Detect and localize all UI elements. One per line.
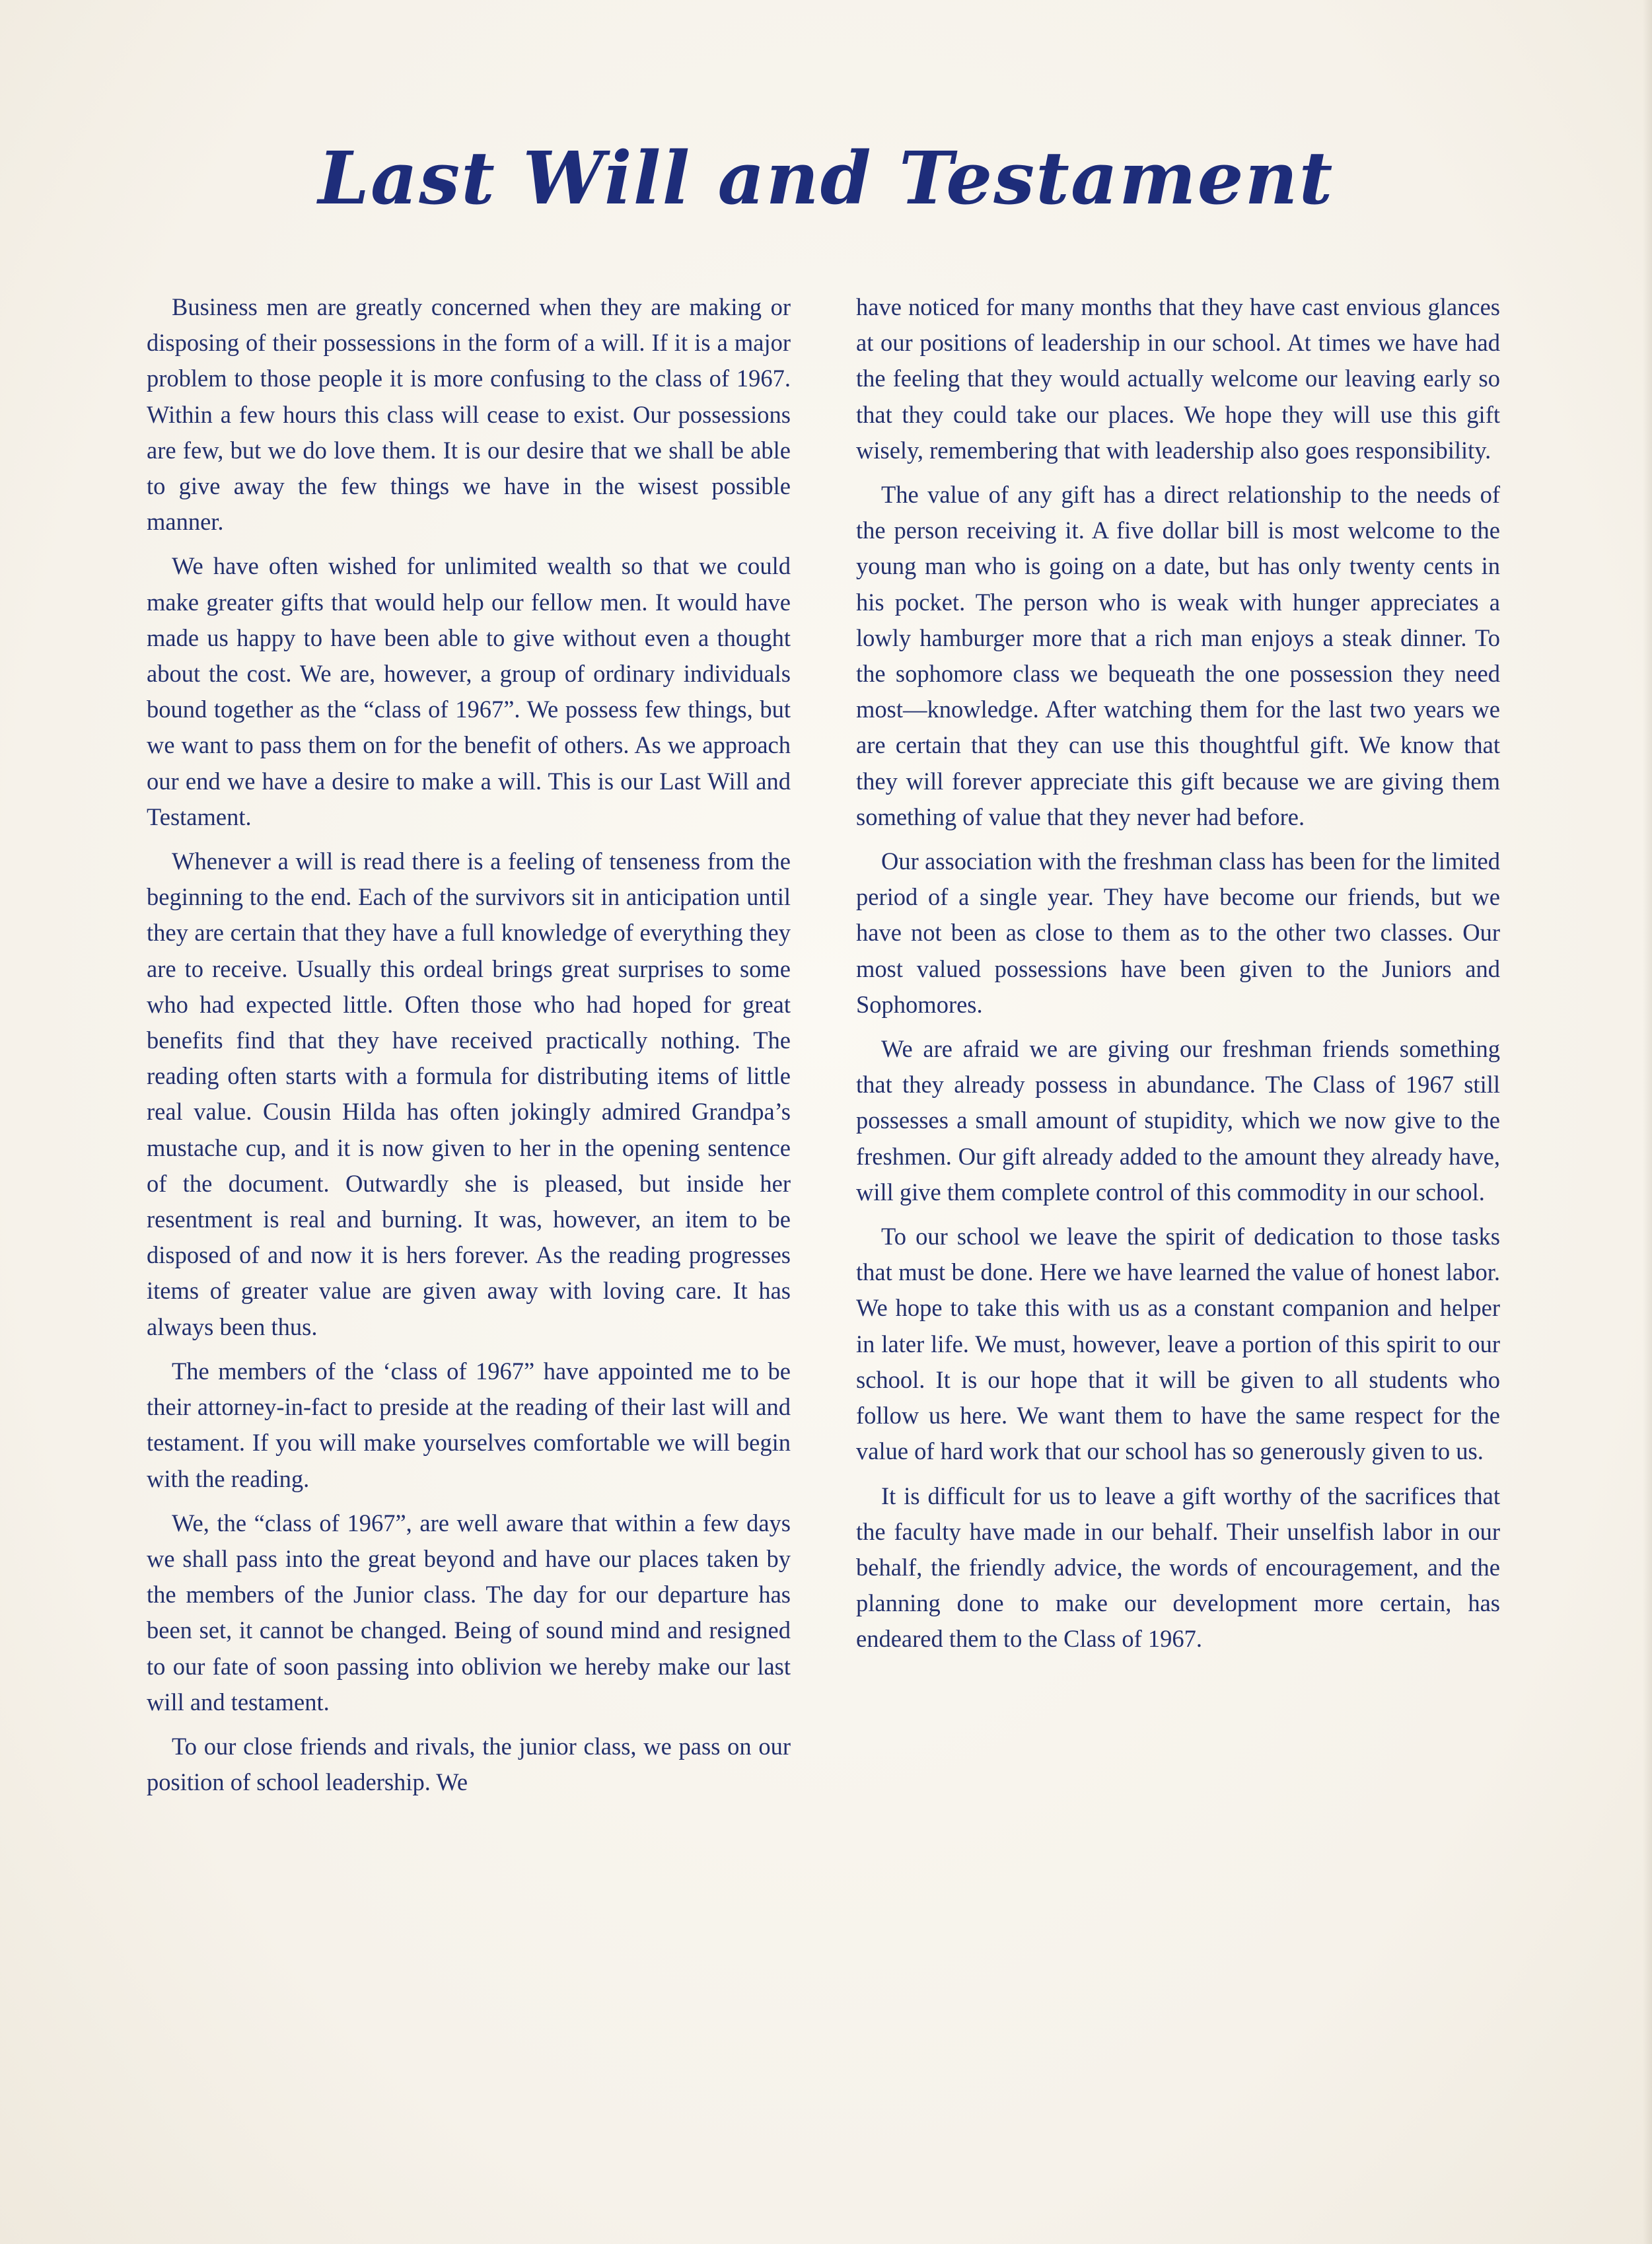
right-column (856, 289, 1500, 1666)
paragraph: We, the “class of 1967”, are well aware that within a few days we shall pass into the great beyond and have our places taken by the members of the Junior class. The day for our departure has been set, it cannot be changed. Being of sound mind and resigned to our fate of soon passing into oblivion we hereby make our last will and testament. (147, 1509, 791, 1716)
page-title: Last Will and Testament (318, 135, 1334, 221)
paragraph: The members of the ‘class of 1967” have appointed me to be their attorney-in-fact to preside at the reading of their last will and testament. If you will make yourselves comfortable we will begin with the reading. (147, 1357, 791, 1492)
paragraph: The value of any gift has a direct relationship to the needs of the person receiving it. A five dollar bill is most welcome to the young man who is going on a date, but has only twenty cents in his pocket. The person who is weak with hunger appreciates a lowly hamburger more that a rich man enjoys a steak dinner. To the sophomore class we bequeath the one possession they need most—knowledge. After watching them for the last two years we are certain that they can use this thoughtful gift. We know that they will forever appreciate this gift because we are giving them something of value that they never had before. (856, 481, 1500, 830)
paragraph: To our school we leave the spirit of dedication to those tasks that must be done. Here we have learned the value of honest labor. We hope to take this with us as a constant companion and helper in later life. We must, however, leave a portion of this spirit to our school. It is our hope that it will be given to all students who follow us here. We want them to have the same respect for the value of hard work that our school has so generously given to us. (856, 1223, 1500, 1465)
paragraph: To our close friends and rivals, the junior class, we pass on our position of school leadership. We (147, 1732, 791, 1796)
paragraph: It is difficult for us to leave a gift worthy of the sacrifices that the faculty have made in our behalf. Their unselfish labor in our behalf, the friendly advice, the words of encouragement, and the planning done to make our development more certain, has endeared them to the Class of 1967. (856, 1482, 1500, 1653)
paragraph: We are afraid we are giving our freshman friends something that they already possess in abundance. The Class of 1967 still possesses a small amount of stupidity, which we now give to the freshmen. Our gift already added to the amount they already have, will give them complete control of this commodity in our school. (856, 1035, 1500, 1206)
paragraph: Our association with the freshman class has been for the limited period of a single year. They have become our friends, but we have not been as close to them as to the other two classes. Our most valued possessions have been given to the Juniors and Sophomores. (856, 848, 1500, 1018)
paragraph: Whenever a will is read there is a feeling of tenseness from the beginning to the end. Each of the survivors sit in anticipation until they are certain that they have a full knowledge of everything they are to receive. Usually this ordeal brings great surprises to some who had expected little. Often those who had hoped for great benefits find that they have received practically nothing. The reading often starts with a formula for distributing items of little real value. Cousin Hilda has often jokingly admired Grandpa’s mustache cup, and it is now given to her in the opening sentence of the document. Outwardly she is pleased, but inside her resentment is real and burning. It was, however, an item to be disposed of and now it is hers forever. As the reading progresses items of greater value are given away with loving care. It has always been thus. (147, 848, 791, 1340)
paragraph: Business men are greatly concerned when they are making or disposing of their possessions in the form of a will. If it is a major problem to those people it is more confusing to the class of 1967. Within a few hours this class will cease to exist. Our possessions are few, but we do love them. It is our desire that we shall be able to give away the few things we have in the wisest possible manner. (147, 293, 791, 536)
left-column (147, 289, 791, 1809)
paragraph: We have often wished for unlimited wealth so that we could make greater gifts that would help our fellow men. It would have made us happy to have been able to give without even a thought about the cost. We are, however, a group of ordinary individuals bound together as the “class of 1967”. We possess few things, but we want to pass them on for the benefit of others. As we approach our end we have a desire to make a will. This is our Last Will and Testament. (147, 552, 791, 830)
paragraph-continued: have noticed for many months that they have cast envious glances at our positions of leadership in our school. At times we have had the feeling that they would actually welcome our leaving early so that they could take our places. We hope they will use this gift wisely, remembering that with leadership also goes responsibility. (856, 293, 1500, 464)
